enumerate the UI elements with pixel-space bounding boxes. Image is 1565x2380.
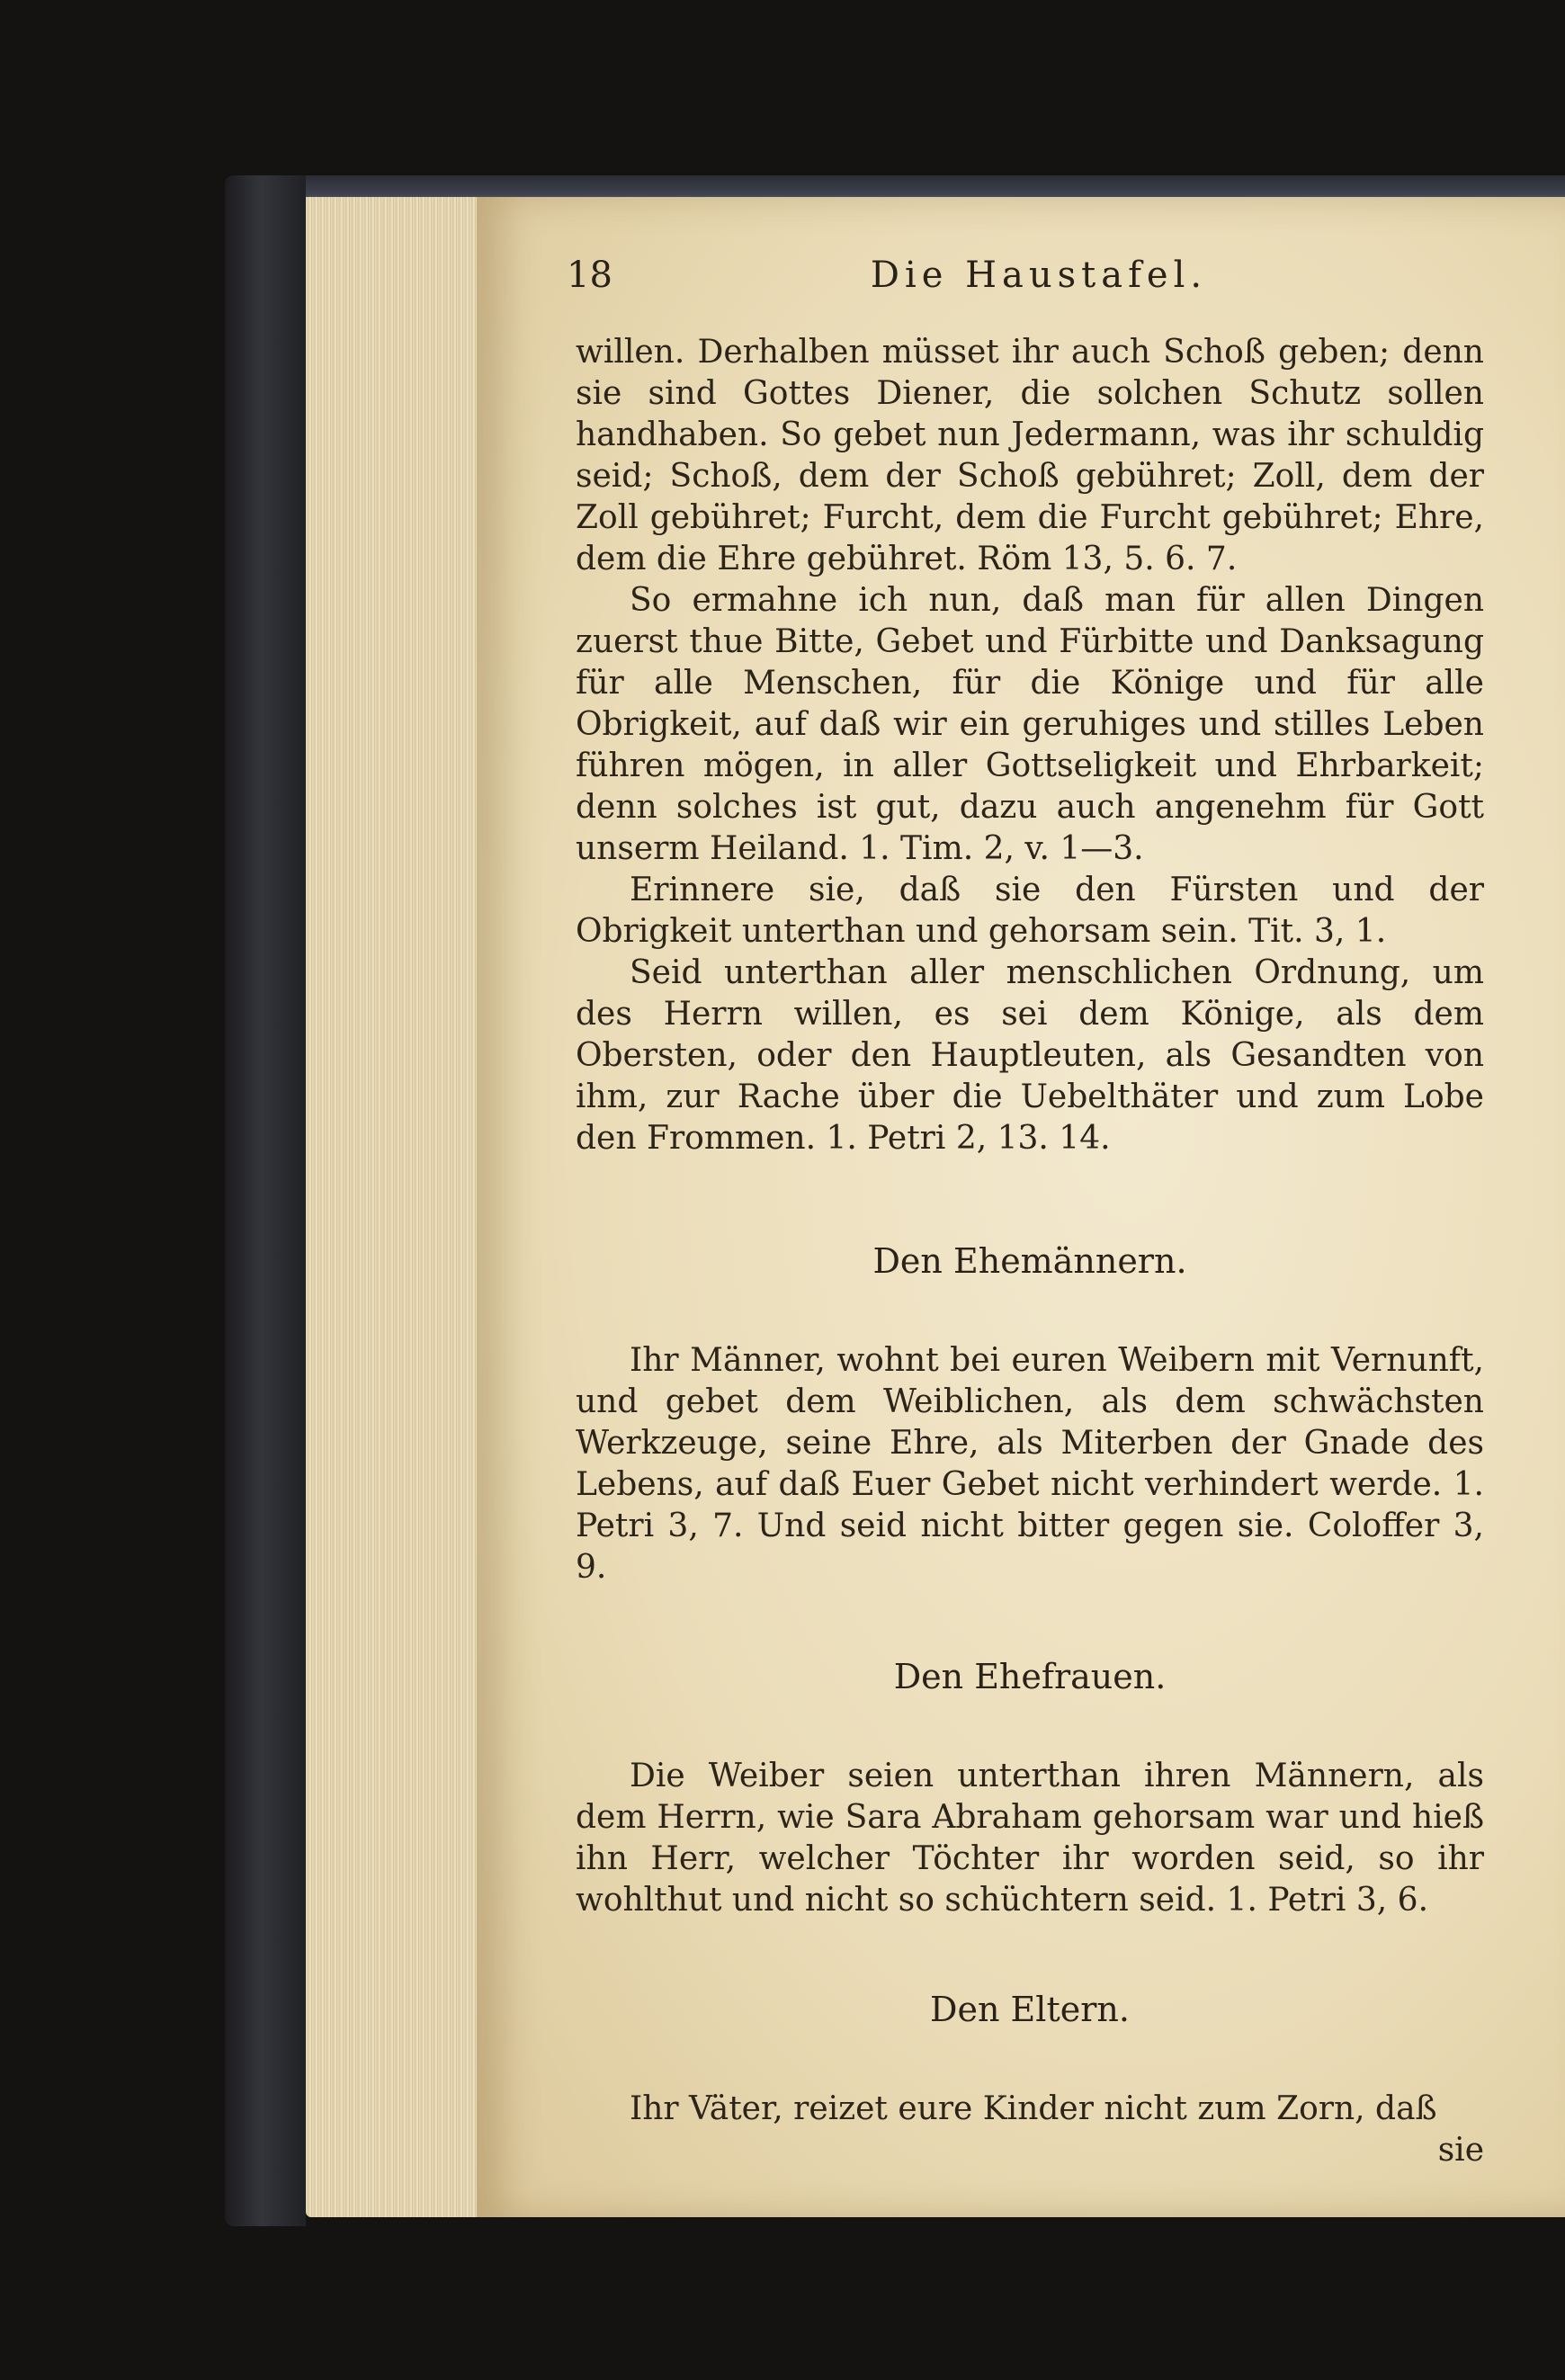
paragraph-intro-1: willen. Derhalben müsset ihr auch Schoß geben; denn sie sind Gottes Diener, die solchen Schutz sollen handhaben. So gebet nun Jedermann, was ihr schuldig seid; Schoß, dem der Schoß gebühret; Zoll, dem der Zoll gebühret; Furcht, dem die Furcht gebühret; Ehre, dem die Ehre gebühret. Röm 13, 5. 6. 7.: [576, 334, 1484, 577]
paragraph-intro-3: Erinnere sie, daß sie den Fürsten und der Obrigkeit unterthan und gehorsam sein. Tit. 3, 1.: [576, 872, 1484, 950]
running-title: Die Haustafel.: [870, 255, 1208, 296]
paragraph-intro-4: Seid unterthan aller menschlichen Ordnung, um des Herrn willen, es sei dem Könige, als dem Obersten, oder den Hauptleuten, als Gesandten von ihm, zur Rache über die Uebelthäter und zum Lobe den Frommen. 1. Petri 2, 13. 14.: [576, 954, 1484, 1157]
paragraph-ehemaenner: Ihr Männer, wohnt bei euren Weibern mit Vernunft, und gebet dem Weiblichen, als dem schwächsten Werkzeuge, seine Ehre, als Miterben der Gnade des Lebens, auf daß Euer Gebet nicht verhindert werde. 1. Petri 3, 7. Und seid nicht bitter gegen sie. Coloffer 3, 9.: [576, 1342, 1484, 1586]
paragraph-eltern: Ihr Väter, reizet eure Kinder nicht zum Zorn, daß: [630, 2090, 1437, 2127]
page-number: 18: [567, 255, 613, 296]
book: [225, 175, 1565, 2226]
paragraph-intro-2: So ermahne ich nun, daß man für allen Dingen zuerst thue Bitte, Gebet und Fürbitte und Danksagung für alle Menschen, für die Könige und für alle Obrigkeit, auf daß wir ein geruhiges und stilles Leben führen mögen, in aller Gottseligkeit und Ehrbarkeit; denn solches ist gut, dazu auch angenehm für Gott unserm Heiland. 1. Tim. 2, v. 1—3.: [576, 582, 1484, 867]
heading-eltern: Den Eltern.: [930, 1990, 1130, 2029]
running-head: [567, 255, 1511, 309]
page-text: [576, 332, 1484, 2171]
book-page: [477, 197, 1565, 2217]
paragraph-ehefrauen: Die Weiber seien unterthan ihren Männern, als dem Herrn, wie Sara Abraham gehorsam war und hieß ihn Herr, welcher Töchter ihr worden seid, so ihr wohlthut und nicht so schüchtern seid. 1. Petri 3, 6.: [576, 1758, 1484, 1919]
heading-ehefrauen: Den Ehefrauen.: [893, 1657, 1167, 1696]
page-edges: [306, 197, 477, 2217]
catchword: sie: [1437, 2132, 1484, 2169]
book-cover-spine: [225, 175, 306, 2226]
heading-ehemaenner: Den Ehemännern.: [872, 1241, 1187, 1281]
